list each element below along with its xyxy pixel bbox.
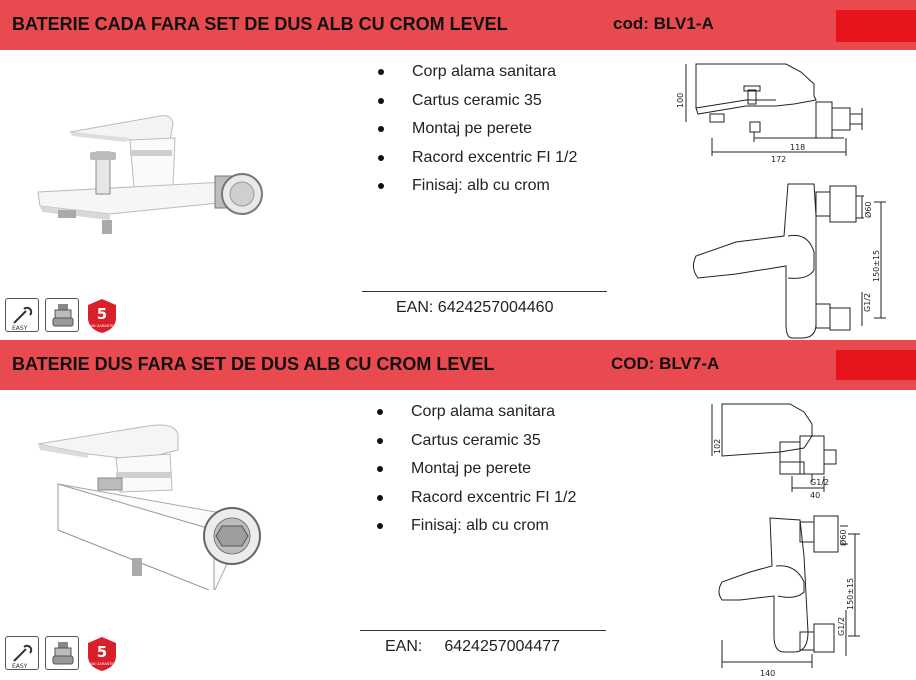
svg-text:ANI GARANTIE: ANI GARANTIE — [89, 324, 115, 328]
product-2-photo — [28, 420, 278, 590]
feature-item: Montaj pe perete — [375, 455, 576, 484]
bullet-icon — [378, 183, 384, 189]
feature-item: Cartus ceramic 35 — [376, 87, 577, 116]
easy-install-icon — [5, 298, 39, 332]
warranty-5-years-icon — [85, 298, 119, 332]
bullet-icon — [377, 466, 383, 472]
svg-text:118: 118 — [790, 143, 806, 152]
bullet-icon — [377, 495, 383, 501]
easy-install-icon — [5, 636, 39, 670]
product-2-header — [0, 340, 916, 390]
product-2-ean-divider — [360, 630, 606, 631]
svg-text:G1/2: G1/2 — [810, 478, 830, 487]
feature-item: Corp alama sanitara — [376, 58, 577, 87]
product-2-ean: EAN: 6424257004477 — [385, 638, 561, 655]
feature-item: Racord excentric FI 1/2 — [375, 484, 576, 513]
svg-text:5: 5 — [96, 305, 108, 323]
svg-text:G1/2: G1/2 — [863, 292, 872, 312]
svg-text:150±15: 150±15 — [872, 249, 881, 282]
product-1-photo — [30, 110, 270, 240]
svg-text:5: 5 — [96, 643, 108, 661]
warranty-5-years-icon — [85, 636, 119, 670]
svg-text:40: 40 — [810, 491, 821, 500]
feature-item: Corp alama sanitara — [375, 398, 576, 427]
feature-item: Cartus ceramic 35 — [375, 427, 576, 456]
svg-text:Ø60: Ø60 — [864, 201, 873, 218]
product-2-badges — [5, 636, 119, 670]
product-1-ean-divider — [362, 291, 607, 292]
product-1-title: BATERIE CADA FARA SET DE DUS ALB CU CROM LEVEL — [12, 14, 508, 34]
svg-text:172: 172 — [771, 155, 787, 164]
svg-text:150±15: 150±15 — [846, 577, 855, 610]
product-1-code: cod: BLV1-A — [613, 14, 714, 33]
feature-item: Finisaj: alb cu crom — [376, 172, 577, 201]
product-2-title: BATERIE DUS FARA SET DE DUS ALB CU CROM LEVEL — [12, 354, 495, 374]
cartridge-icon — [45, 298, 79, 332]
product-2-red-swatch — [836, 350, 916, 380]
feature-item: Montaj pe perete — [376, 115, 577, 144]
cartridge-icon — [45, 636, 79, 670]
product-2-technical-drawing — [700, 396, 890, 680]
product-1-red-swatch — [836, 10, 916, 42]
bullet-icon — [378, 155, 384, 161]
feature-item: Racord excentric FI 1/2 — [376, 144, 577, 173]
svg-text:140: 140 — [760, 669, 776, 678]
product-1-badges — [5, 298, 119, 332]
product-2-code: COD: BLV7-A — [611, 354, 720, 373]
feature-item: Finisaj: alb cu crom — [375, 512, 576, 541]
svg-text:102: 102 — [713, 438, 722, 454]
svg-text:Ø60: Ø60 — [839, 529, 848, 546]
product-1-ean: EAN: 6424257004460 — [396, 299, 554, 316]
svg-text:100: 100 — [676, 92, 685, 108]
bullet-icon — [378, 69, 384, 75]
bullet-icon — [377, 409, 383, 415]
svg-text:EASY: EASY — [12, 663, 28, 670]
svg-text:ANI GARANTIE: ANI GARANTIE — [89, 662, 115, 666]
product-1-features — [376, 58, 577, 201]
product-1-technical-drawing — [676, 56, 916, 346]
product-2-features — [375, 398, 576, 541]
bullet-icon — [378, 126, 384, 132]
product-1-header — [0, 0, 916, 50]
svg-text:EASY: EASY — [12, 325, 28, 332]
bullet-icon — [377, 438, 383, 444]
bullet-icon — [378, 98, 384, 104]
bullet-icon — [377, 523, 383, 529]
svg-text:G1/2: G1/2 — [837, 616, 846, 636]
